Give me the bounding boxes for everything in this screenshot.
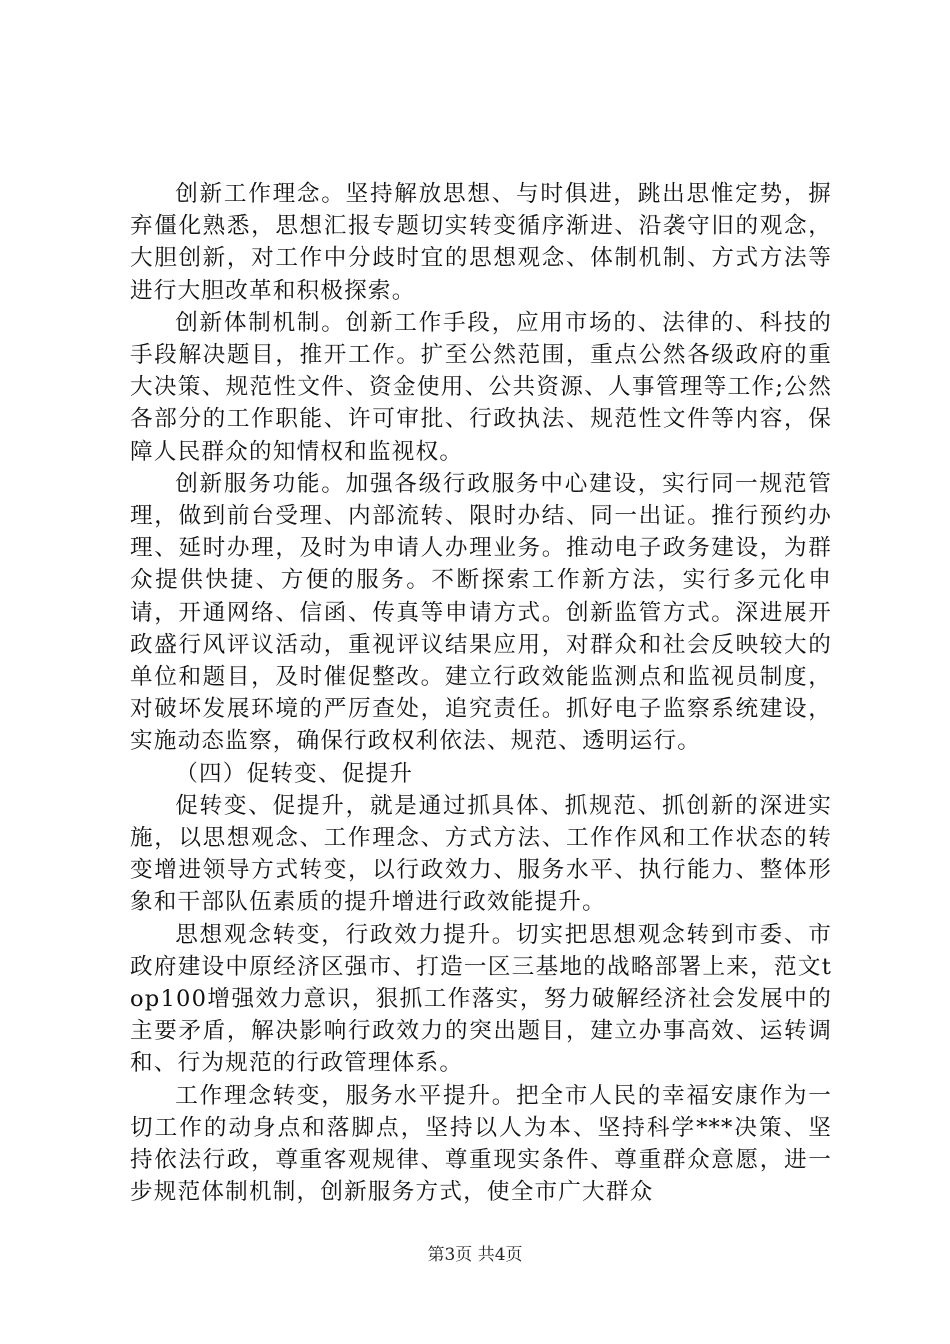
paragraph-innovate-service-function: 创新服务功能。加强各级行政服务中心建设，实行同一规范管理，做到前台受理、内部流转、限时办结、同一出证。推行预约办理、延时办理，及时为申请人办理业务。推动电子政务建设，为群众提供快捷、方便的服务。不断探索工作新方法，实行多元化申请，开通网络、信函、传真等申请方式。创新监管方式。深进展开政盛行风评议活动，重视评议结果应用，对群众和社会反映较大的单位和题目，及时催促整改。建立行政效能监测点和监视员制度，对破坏发展环境的严厉查处，追究责任。抓好电子监察系统建设，实施动态监察，确保行政权利依法、规范、透明运行。 <box>130 470 832 755</box>
paragraph-innovate-work-concept: 创新工作理念。坚持解放思想、与时俱进，跳出思惟定势，摒弃僵化熟悉，思想汇报专题切实转变循序渐进、沿袭守旧的观念，大胆创新，对工作中分歧时宜的思想观念、体制机制、方式方法等进行大胆改革和积极探索。 <box>130 181 832 304</box>
paragraph-promote-transformation: 促转变、促提升，就是通过抓具体、抓规范、抓创新的深进实施，以思想观念、工作理念、方式方法、工作作风和工作状态的转变增进领导方式转变，以行政效力、服务水平、执行能力、整体形象和干部队伍素质的提升增进行政效能提升。 <box>130 792 832 916</box>
document-body <box>130 178 832 1209</box>
paragraph-innovate-system-mechanism: 创新体制机制。创新工作手段，应用市场的、法律的、科技的手段解决题目，推开工作。扩至公然范围，重点公然各级政府的重大决策、规范性文件、资金使用、公共资源、人事管理等工作;公然各部分的工作职能、许可审批、行政执法、规范性文件等内容，保障人民群众的知情权和监视权。 <box>130 309 832 465</box>
paragraph-thinking-transformation: 思想观念转变，行政效力提升。切实把思想观念转到市委、市政府建设中原经济区强市、打造一区三基地的战略部署上来，范文top100增强效力意识，狠抓工作落实，努力破解经济社会发展中的主要矛盾，解决影响行政效力的突出题目，建立办事高效、运转调和、行为规范的行政管理体系。 <box>130 921 832 1077</box>
paragraph-work-concept-transformation: 工作理念转变，服务水平提升。把全市人民的幸福安康作为一切工作的动身点和落脚点，坚持以人为本、坚持科学***决策、坚持依法行政，尊重客观规律、尊重现实条件、尊重群众意愿，进一步规范体制机制，创新服务方式，使全市广大群众 <box>130 1082 832 1206</box>
section-heading-four: （四）促转变、促提升 <box>175 760 414 787</box>
page-footer: 第3页 共4页 <box>427 1245 523 1265</box>
